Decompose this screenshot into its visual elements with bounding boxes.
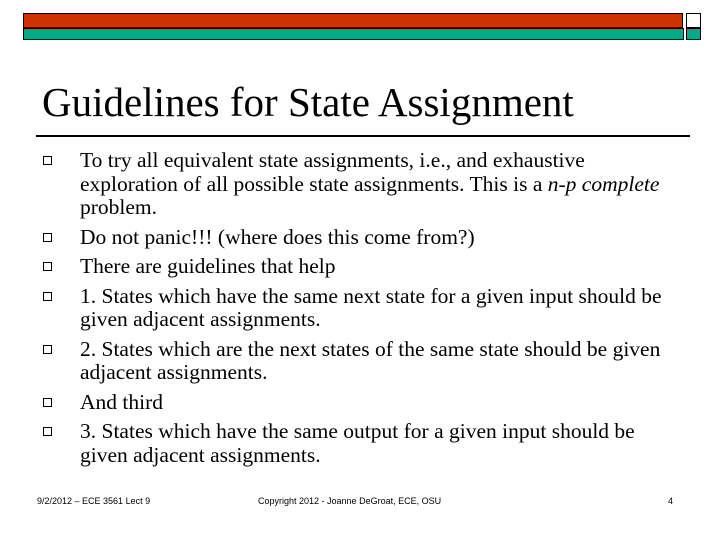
bullet-text xyxy=(80,420,680,467)
hollow-square-bullet-icon xyxy=(43,292,52,301)
bullet-text-segment: problem. xyxy=(80,195,158,219)
bullet-text-italic: n-p complete xyxy=(547,171,660,196)
bullet-text-segment: 3. States which have the same output for a given input should be given adjacent assignments. xyxy=(80,419,635,467)
bullet-text xyxy=(80,285,680,332)
top-decorative-square xyxy=(686,13,701,28)
hollow-square-bullet-icon xyxy=(43,156,52,165)
bullet-text xyxy=(80,149,680,220)
hollow-square-bullet-icon xyxy=(43,233,52,242)
bullet-item xyxy=(0,226,680,250)
top-decorative-square-green xyxy=(686,28,701,40)
title-underline xyxy=(36,135,690,137)
bullet-text-segment: There are guidelines that help xyxy=(80,254,336,278)
bullet-text-segment: Do not panic!!! (where does this come from?) xyxy=(80,224,475,249)
bullet-text xyxy=(80,226,680,250)
bullet-item xyxy=(0,255,680,279)
bullet-text-segment: 2. States which are the next states of the same state should be given adjacent assignments. xyxy=(80,336,661,384)
bullet-text-segment: And third xyxy=(80,389,164,414)
footer-lecture-info: 9/2/2012 – ECE 3561 Lect 9 xyxy=(37,496,151,506)
top-decorative-bar-green xyxy=(23,28,684,40)
bullet-text xyxy=(80,391,680,415)
bullet-text xyxy=(80,255,680,279)
top-decorative-bar-red xyxy=(23,13,683,28)
bullet-item xyxy=(0,338,680,385)
hollow-square-bullet-icon xyxy=(43,427,52,436)
bullet-list xyxy=(0,149,720,473)
bullet-item xyxy=(0,285,680,332)
footer-copyright: Copyright 2012 - Joanne DeGroat, ECE, OSU xyxy=(258,496,442,506)
bullet-item xyxy=(0,149,680,220)
bullet-text-segment: 1. States which have the same next state for a given input should be given adjacent assignments. xyxy=(80,283,662,331)
hollow-square-bullet-icon xyxy=(43,398,52,407)
footer-page-number: 4 xyxy=(668,496,674,506)
hollow-square-bullet-icon xyxy=(43,262,52,271)
bullet-item xyxy=(0,420,680,467)
slide-title: Guidelines for State Assignment xyxy=(42,79,574,125)
hollow-square-bullet-icon xyxy=(43,345,52,354)
bullet-text xyxy=(80,338,680,385)
bullet-text-segment: To try all equivalent state assignments, i.e., and exhaustive exploration of all possible state assignments. This is a xyxy=(80,148,585,196)
bullet-item xyxy=(0,391,680,415)
